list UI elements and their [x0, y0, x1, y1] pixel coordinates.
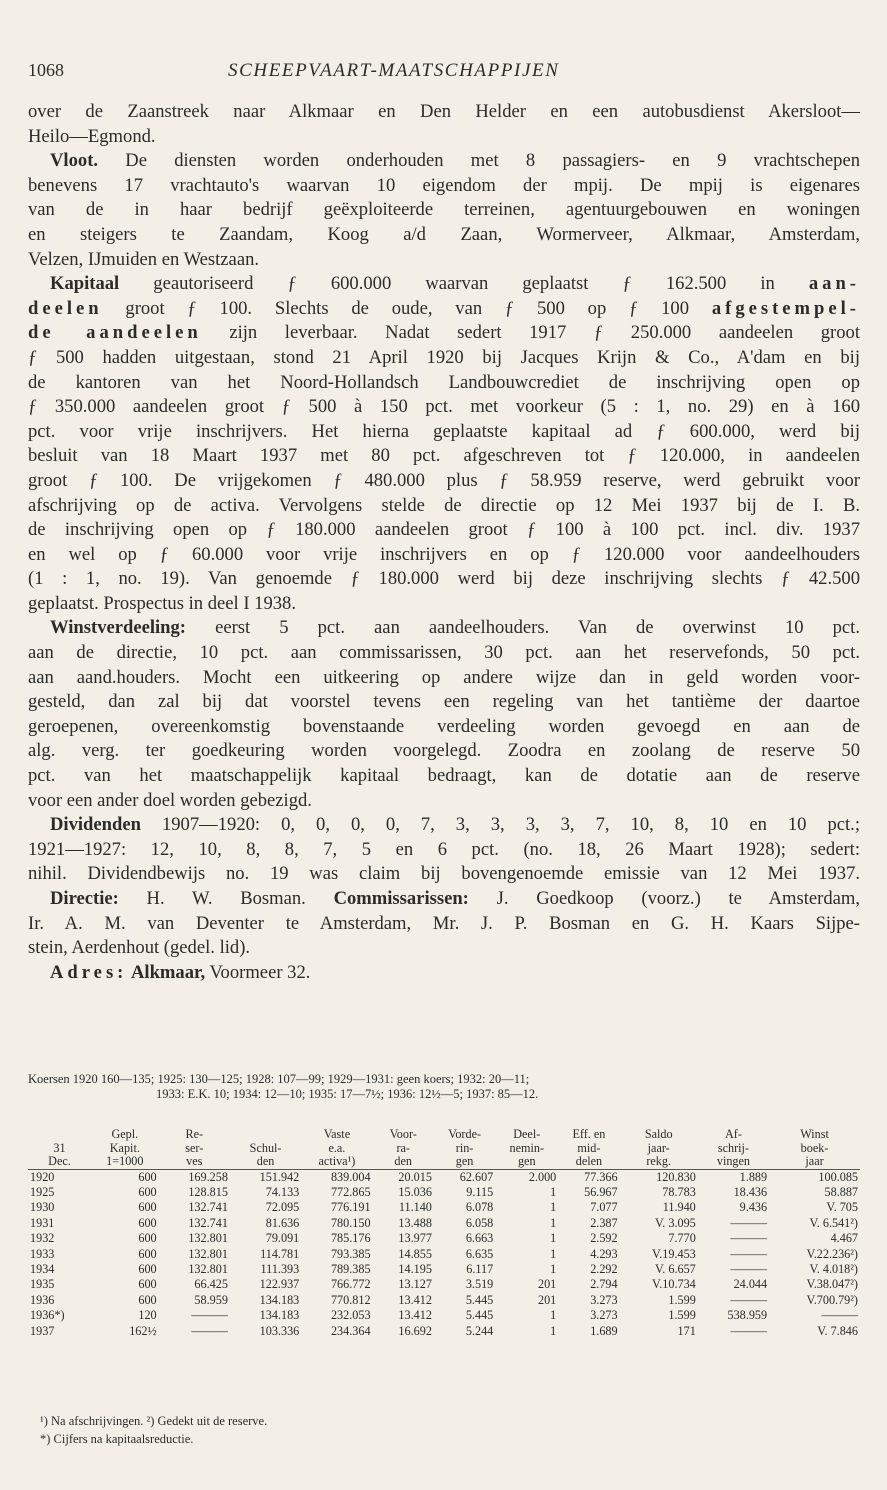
emphasis-text: Alkmaar, [127, 961, 206, 983]
koersen-line-2: 1933: E.K. 10; 1934: 12—10; 1935: 17—7½; 1936: 12½—5; 1937: 85—12. [156, 1087, 539, 1101]
emphasis-text: de aandeelen [28, 322, 202, 344]
table-cell: 6.635 [465, 1246, 494, 1261]
table-cell: 114.781 [260, 1246, 300, 1261]
emphasis-text: Adres: [50, 961, 128, 983]
text-line [28, 690, 860, 715]
text-line [28, 272, 860, 297]
koersen-block [28, 1072, 860, 1102]
table-cell: 6.058 [465, 1215, 494, 1230]
table-cell: V. 6.657 [655, 1261, 696, 1276]
text-line [28, 616, 860, 641]
text-line [28, 567, 860, 592]
table-row [28, 1293, 860, 1308]
table-cell: 132.801 [188, 1246, 228, 1261]
table-cell: 169.258 [159, 1169, 230, 1185]
text-line [28, 936, 860, 961]
emphasis-text: Commissarissen: [333, 888, 469, 909]
text-line [28, 371, 860, 396]
table-cell: V. 705 [826, 1200, 858, 1215]
table-cell: 6.663 [465, 1231, 494, 1246]
column-header: Saldo jaar- rekg. [644, 1127, 673, 1168]
text-line [28, 395, 860, 420]
table-cell: 62.607 [434, 1169, 495, 1185]
column-header: Vorde- rin- gen [448, 1127, 482, 1168]
table-cell: 7.770 [668, 1231, 696, 1246]
text-line [28, 862, 860, 887]
table-cell: 1 [550, 1200, 557, 1215]
text-line [28, 494, 860, 519]
table-cell: 1 [550, 1231, 557, 1246]
table-cell: 6.117 [466, 1261, 494, 1276]
table-cell: 600 [138, 1292, 157, 1307]
column-header: Vaste e.a. activa¹) [318, 1127, 356, 1168]
text-line [28, 789, 860, 814]
table-cell: 24.044 [733, 1277, 768, 1292]
table-cell: 122.937 [259, 1277, 300, 1292]
emphasis-text: aan- [808, 273, 860, 295]
text-segment: van de in haar bedrijf geëxploiteerde terreinen, agentuurgebouwen en woningen [28, 199, 860, 221]
table-cell: ——— [730, 1261, 768, 1276]
text-line [28, 248, 860, 273]
table-cell: 56.967 [584, 1184, 618, 1199]
table-cell: 1 [550, 1184, 557, 1199]
column-header: Schul- den [249, 1140, 282, 1168]
table-cell: V. 7.846 [817, 1323, 858, 1338]
table-cell: 538.959 [727, 1308, 768, 1323]
text-segment: J. Goedkoop (voorz.) te Amsterdam, [468, 888, 861, 909]
table-cell: 13.488 [398, 1215, 432, 1230]
text-line [28, 912, 860, 937]
table-cell: ——— [730, 1215, 768, 1230]
text-line [28, 174, 860, 199]
table-cell: 1925 [30, 1184, 55, 1199]
table-cell: 4.293 [590, 1246, 618, 1261]
text-segment: groot ƒ 100. Slechts de oude, van ƒ 500 op ƒ 100 [102, 297, 712, 319]
table-cell: 13.977 [398, 1231, 432, 1246]
table-cell: 1.689 [590, 1323, 618, 1338]
table-row [28, 1216, 860, 1231]
table-row [28, 1185, 860, 1200]
page-header [28, 60, 860, 90]
table-cell: V.10.734 [651, 1277, 696, 1292]
table-cell: 100.085 [769, 1169, 860, 1185]
emphasis-text: afgestempel- [711, 297, 860, 319]
emphasis-text: Vloot. [50, 150, 99, 172]
text-segment: H. W. Bosman. [118, 888, 334, 909]
table-cell: ——— [730, 1246, 768, 1261]
table-cell: 1937 [30, 1323, 55, 1338]
text-segment: eerst 5 pct. aan aandeelhouders. Van de overwinst 10 pct. [186, 617, 860, 639]
table-cell: 1 [550, 1323, 557, 1338]
text-line [28, 198, 860, 223]
table-cell: 1 [550, 1215, 557, 1230]
text-segment: en steigers te Zaandam, Koog a/d Zaan, Wormerveer, Alkmaar, Amsterdam, [28, 223, 860, 245]
text-line [28, 961, 860, 986]
text-segment: Voormeer 32. [205, 961, 311, 983]
table-row [28, 1169, 860, 1185]
table-cell: 5.244 [465, 1323, 494, 1338]
column-header: Af- schrij- vingen [716, 1127, 751, 1168]
text-line [28, 666, 860, 691]
text-line [28, 543, 860, 568]
column-header: Winst boek- jaar [800, 1127, 829, 1168]
table-cell: 232.053 [330, 1308, 371, 1323]
table-cell: 111.393 [260, 1261, 300, 1276]
emphasis-text: Winstverdeeling: [50, 617, 187, 639]
table-header-row [28, 1128, 860, 1169]
table-cell: 1 [550, 1308, 557, 1323]
table-cell: V.38.047²) [806, 1277, 858, 1292]
column-header: Deel- nemin- gen [509, 1127, 545, 1168]
text-segment: ƒ 500 hadden uitgestaan, stond 21 April 1920 bij Jacques Krijn & Co., A'dam en bij [28, 346, 860, 368]
table-cell: 72.095 [265, 1200, 300, 1215]
text-segment: geplaatst. Prospectus in deel I 1938. [28, 592, 297, 614]
text-segment: gesteld, dan zal bij dat voorstel tevens een regeling van het tantième der daartoe [28, 691, 860, 713]
table-cell: 58.887 [824, 1184, 858, 1199]
table-cell: 7.077 [590, 1200, 618, 1215]
table-cell: ——— [191, 1308, 228, 1323]
koersen-line-1: Koersen 1920 160—135; 1925: 130—125; 1928: 107—99; 1929—1931: geen koers; 1932: 20—11; [28, 1072, 530, 1086]
table-cell: 11.940 [662, 1200, 696, 1215]
text-line [28, 100, 860, 125]
table-cell: 5.445 [465, 1292, 494, 1307]
table-cell: 600 [138, 1200, 157, 1215]
column-header: 31 Dec. [48, 1140, 71, 1168]
table-cell: ——— [730, 1292, 768, 1307]
table-cell: 13.412 [398, 1292, 432, 1307]
table-cell: 1 [550, 1246, 557, 1261]
table-cell: 66.425 [194, 1277, 228, 1292]
text-segment: aan de directie, 10 pct. aan commissarissen, 30 pct. aan het reservefonds, 50 pct. [28, 642, 860, 664]
table-cell: 4.467 [830, 1231, 858, 1246]
table-cell: 14.195 [398, 1261, 432, 1276]
table-cell: 3.519 [465, 1277, 494, 1292]
text-segment: geroepenen, overeenkomstig bovenstaande verdeeling worden gevoegd en aan de [28, 715, 860, 737]
footnotes [40, 1412, 267, 1448]
table-cell: 5.445 [465, 1308, 494, 1323]
table-cell: 793.385 [330, 1246, 371, 1261]
table-cell: 3.273 [590, 1292, 618, 1307]
table-cell: 600 [138, 1261, 157, 1276]
table-cell: 20.015 [373, 1169, 434, 1185]
table-cell: V.19.453 [651, 1246, 696, 1261]
table-row [28, 1247, 860, 1262]
table-cell: 103.336 [259, 1323, 300, 1338]
table-row [28, 1262, 860, 1277]
financial-table [28, 1128, 860, 1339]
table-cell: 600 [138, 1246, 157, 1261]
table-cell: 132.801 [188, 1231, 228, 1246]
emphasis-text: Kapitaal [50, 273, 120, 295]
text-line [28, 149, 860, 174]
text-segment: over de Zaanstreek naar Alkmaar en Den Helder en een autobusdienst Akersloot— [28, 101, 860, 122]
table-cell: ——— [191, 1323, 228, 1338]
table-cell: 780.150 [330, 1215, 371, 1230]
text-line [28, 125, 860, 150]
text-line [28, 592, 860, 617]
emphasis-text: deelen [28, 297, 103, 319]
table-cell: ——— [821, 1308, 858, 1323]
text-segment: benevens 17 vrachtauto's waarvan 10 eigendom der mpij. De mpij is eigenares [28, 174, 860, 196]
table-cell: 839.004 [301, 1169, 372, 1185]
table-cell: 77.366 [558, 1169, 619, 1185]
table-cell: 18.436 [733, 1184, 768, 1199]
table-cell: 1932 [30, 1231, 55, 1246]
table-cell: 1 [550, 1261, 557, 1276]
text-segment: geautoriseerd ƒ 600.000 waarvan geplaatst ƒ 162.500 in [119, 273, 809, 295]
table-cell: 15.036 [398, 1184, 432, 1199]
table-cell: 2.387 [590, 1215, 618, 1230]
table-cell: V. 3.095 [655, 1215, 696, 1230]
table-cell: 1933 [30, 1246, 55, 1261]
table-cell: 13.127 [398, 1277, 432, 1292]
text-line [28, 420, 860, 445]
text-segment: afschrijving op de activa. Vervolgens stelde de directie op 12 Mei 1937 bij de I. B. [28, 494, 860, 516]
table-cell: 1930 [30, 1200, 55, 1215]
text-line [28, 764, 860, 789]
table-cell: ——— [730, 1323, 768, 1338]
table-cell: 234.364 [330, 1323, 371, 1338]
column-header: Re- ser- ves [185, 1127, 204, 1168]
table-row [28, 1200, 860, 1215]
text-segment: Ir. A. M. van Deventer te Amsterdam, Mr. J. P. Bosman en G. H. Kaars Sijpe- [28, 912, 860, 934]
text-segment: De diensten worden onderhouden met 8 passagiers- en 9 vrachtschepen [98, 150, 860, 172]
text-line [28, 715, 860, 740]
text-segment: besluit van 18 Maart 1937 met 80 pct. afgeschreven tot ƒ 120.000, in aandeelen [28, 445, 860, 467]
table-cell: 1934 [30, 1261, 55, 1276]
text-segment: groot ƒ 100. De vrijgekomen ƒ 480.000 plus ƒ 58.959 reserve, werd gebruikt voor [28, 469, 860, 491]
text-segment: en wel op ƒ 60.000 voor vrije inschrijvers en op ƒ 120.000 voor aandeelhouders [28, 543, 860, 565]
table-cell: 132.801 [188, 1261, 228, 1276]
text-segment: 1907—1920: 0, 0, 0, 0, 7, 3, 3, 3, 3, 7, 10, 8, 10 en 10 pct.; [140, 814, 860, 836]
table-row [28, 1308, 860, 1323]
text-line [28, 813, 860, 838]
table-cell: 201 [537, 1292, 557, 1307]
text-line [28, 321, 860, 346]
text-line [28, 346, 860, 371]
text-line [28, 838, 860, 863]
table-cell: 776.191 [330, 1200, 371, 1215]
emphasis-text: Directie: [50, 888, 119, 909]
table-cell: 2.592 [590, 1231, 618, 1246]
table-cell: 79.091 [265, 1231, 300, 1246]
text-segment: (1 : 1, no. 19). Van genoemde ƒ 180.000 werd bij deze inschrijving slechts ƒ 42.500 [28, 568, 860, 590]
text-segment: aan aand.houders. Mocht een uitkeering op andere wijze dan in geld worden voor- [28, 666, 860, 688]
table-cell: 1920 [28, 1169, 91, 1185]
table-cell: 11.140 [398, 1200, 432, 1215]
text-segment: Heilo—Egmond. [28, 125, 156, 147]
table-cell: 9.436 [739, 1200, 768, 1215]
table-cell: ——— [730, 1231, 768, 1246]
table-cell: 600 [91, 1169, 159, 1185]
table-cell: 2.794 [590, 1277, 618, 1292]
text-line [28, 641, 860, 666]
table-cell: 766.772 [330, 1277, 371, 1292]
text-line [28, 223, 860, 248]
footnote-1: ¹) Na afschrijvingen. ²) Gedekt uit de reserve. [40, 1414, 268, 1428]
text-line [28, 518, 860, 543]
text-line [28, 297, 860, 322]
table-cell: 134.183 [259, 1292, 300, 1307]
text-segment: ƒ 350.000 aandeelen groot ƒ 500 à 150 pct. met voorkeur (5 : 1, no. 29) en à 160 [28, 396, 860, 418]
table-row [28, 1231, 860, 1246]
running-title: SCHEEPVAART-MAATSCHAPPIJEN [228, 60, 560, 81]
table-cell: 171 [677, 1323, 696, 1338]
text-segment: pct. voor vrije inschrijvers. Het hierna geplaatste kapitaal ad ƒ 600.000, werd bij [28, 420, 860, 442]
text-segment: de inschrijving open op ƒ 180.000 aandeelen groot ƒ 100 à 100 pct. incl. div. 1937 [28, 519, 860, 541]
table-cell: 1.599 [668, 1308, 696, 1323]
footnote-2: *) Cijfers na kapitaalsreductie. [40, 1432, 194, 1446]
table-cell: 162½ [129, 1323, 157, 1338]
table-cell: 81.636 [265, 1215, 300, 1230]
table-cell: 6.078 [465, 1200, 494, 1215]
table-cell: 1936*) [30, 1308, 65, 1323]
table-cell: 2.000 [495, 1169, 558, 1185]
body-text [28, 100, 860, 985]
column-header: Eff. en mid- delen [572, 1127, 606, 1168]
column-header: Voor- ra- den [389, 1127, 417, 1168]
table-cell: 600 [138, 1231, 157, 1246]
table-body [28, 1169, 860, 1339]
table-cell: 58.959 [194, 1292, 228, 1307]
text-line [28, 887, 860, 912]
table-cell: 772.865 [330, 1184, 371, 1199]
emphasis-text: Dividenden [50, 814, 141, 836]
table-cell: V.700.79²) [806, 1292, 858, 1307]
text-segment: Velzen, IJmuiden en Westzaan. [28, 248, 260, 270]
page-number: 1068 [28, 60, 64, 80]
table-cell: 134.183 [259, 1308, 300, 1323]
table-cell: 9.115 [466, 1184, 494, 1199]
table-cell: 2.292 [590, 1261, 618, 1276]
table-cell: 1.889 [698, 1169, 769, 1185]
table-cell: V.22.236²) [806, 1246, 858, 1261]
table-cell: 132.741 [188, 1200, 228, 1215]
table-cell: 16.692 [398, 1323, 432, 1338]
text-segment: voor een ander doel worden gebezigd. [28, 789, 312, 811]
table-cell: 78.783 [662, 1184, 696, 1199]
table-cell: 600 [138, 1277, 157, 1292]
text-segment: alg. verg. ter goedkeuring worden voorgelegd. Zoodra en zoolang de reserve 50 [28, 740, 860, 762]
table-cell: V. 6.541²) [809, 1215, 858, 1230]
table-cell: 789.385 [330, 1261, 371, 1276]
table-cell: 600 [138, 1184, 157, 1199]
table-cell: 3.273 [590, 1308, 618, 1323]
text-line [28, 739, 860, 764]
table-cell: 120.830 [620, 1169, 698, 1185]
text-segment: pct. van het maatschappelijk kapitaal bedraagt, kan de dotatie aan de reserve [28, 765, 860, 787]
table-cell: 1935 [30, 1277, 55, 1292]
table-cell: 770.812 [330, 1292, 371, 1307]
table-cell: 785.176 [330, 1231, 371, 1246]
text-segment: stein, Aerdenhout (gedel. lid). [28, 937, 251, 959]
table-cell: 13.412 [398, 1308, 432, 1323]
table-cell: 1.599 [668, 1292, 696, 1307]
table-cell: 600 [138, 1215, 157, 1230]
table-row [28, 1324, 860, 1339]
table-row [28, 1277, 860, 1292]
text-line [28, 444, 860, 469]
table-cell: 74.133 [265, 1184, 300, 1199]
table-cell: 201 [537, 1277, 557, 1292]
table-cell: 128.815 [188, 1184, 228, 1199]
table-cell: 14.855 [398, 1246, 432, 1261]
text-segment: de kantoren van het Noord-Hollandsch Landbouwcrediet de inschrijving open op [28, 371, 860, 393]
table-cell: 132.741 [188, 1215, 228, 1230]
table-cell: V. 4.018²) [809, 1261, 858, 1276]
column-header: Gepl. Kapit. 1=1000 [106, 1127, 144, 1168]
text-line [28, 469, 860, 494]
table-cell: 1931 [30, 1215, 55, 1230]
table-cell: 120 [138, 1308, 157, 1323]
text-segment: 1921—1927: 12, 10, 8, 8, 7, 5 en 6 pct. (no. 18, 26 Maart 1928); sedert: [28, 838, 860, 860]
table-cell: 151.942 [230, 1169, 301, 1185]
text-segment: zijn leverbaar. Nadat sedert 1917 ƒ 250.000 aandeelen groot [201, 322, 860, 344]
text-segment: nihil. Dividendbewijs no. 19 was claim bij bovengenoemde emissie van 12 Mei 1937. [28, 863, 860, 885]
table-cell: 1936 [30, 1292, 55, 1307]
